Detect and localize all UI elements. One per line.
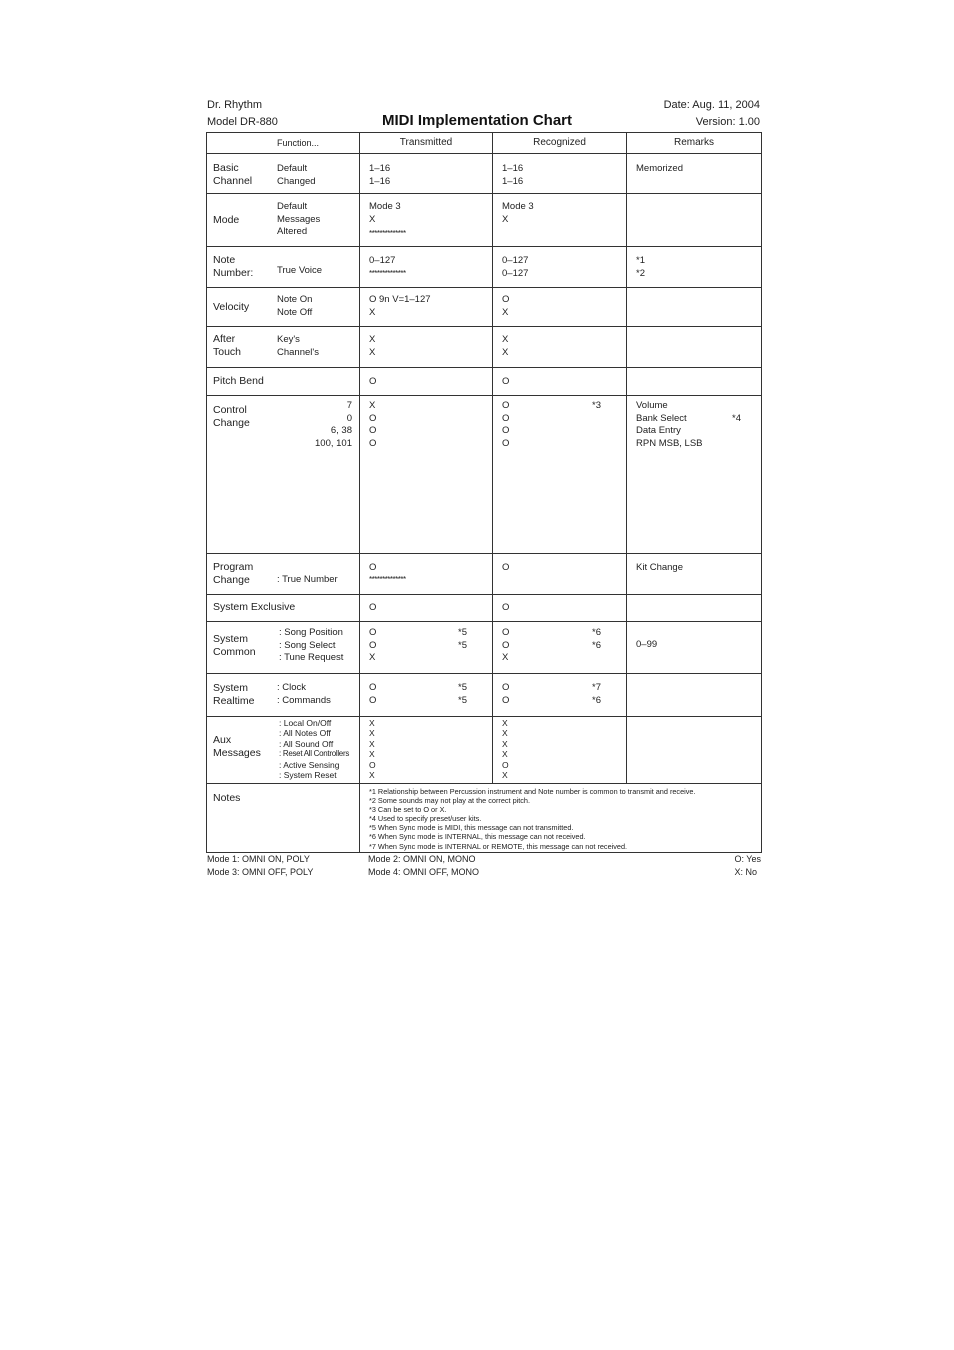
transmitted-cell: O xyxy=(360,368,493,396)
col-transmitted: Transmitted xyxy=(360,133,493,154)
remarks-cell xyxy=(627,595,762,622)
function-label: Basic Channel xyxy=(213,162,253,187)
footer-mode-3: Mode 3: OMNI OFF, POLY xyxy=(207,867,314,877)
recognized-cell: O O O O *3 xyxy=(493,396,627,554)
function-label: Program Change xyxy=(213,561,254,586)
note-line: *4 Used to specify preset/user kits. xyxy=(369,814,482,824)
recognized-cell: Mode 3 X xyxy=(493,194,627,247)
recognized-cell: O xyxy=(493,368,627,396)
row-system-exclusive xyxy=(207,595,762,622)
transmitted-cell: 0–127 ************** xyxy=(360,247,493,288)
row-program-change xyxy=(207,554,762,595)
function-label: Aux Messages xyxy=(213,734,261,759)
function-label: System Exclusive xyxy=(213,601,296,613)
footer-mode-1: Mode 1: OMNI ON, POLY xyxy=(207,854,310,864)
function-cell xyxy=(207,622,360,674)
row-basic-channel xyxy=(207,154,762,194)
row-mode xyxy=(207,194,762,247)
row-system-realtime xyxy=(207,674,762,717)
note-line: *3 Can be set to O or X. xyxy=(369,805,447,815)
function-cell xyxy=(207,288,360,327)
function-label: Control Change xyxy=(213,404,250,429)
function-cell xyxy=(207,327,360,368)
row-pitch-bend xyxy=(207,368,762,396)
function-label: Note Number: xyxy=(213,254,254,279)
row-aux-messages xyxy=(207,717,762,784)
footer-mode-4: Mode 4: OMNI OFF, MONO xyxy=(368,867,480,877)
note-line: *6 When Sync mode is INTERNAL, this message can not received. xyxy=(369,832,586,842)
function-cell xyxy=(207,674,360,717)
function-cell xyxy=(207,194,360,247)
remarks-cell xyxy=(627,368,762,396)
recognized-cell: O xyxy=(493,554,627,595)
remarks-cell xyxy=(627,288,762,327)
manufacturer: Dr. Rhythm xyxy=(207,99,263,111)
function-label: Notes xyxy=(213,792,241,804)
function-label: After Touch xyxy=(213,333,242,358)
footer-legend-no: X: No xyxy=(734,867,757,877)
row-note-number xyxy=(207,247,762,288)
remarks-cell: Memorized xyxy=(627,154,762,194)
note-line: *1 Relationship between Percussion instrument and Note number is common to transmit and receive. xyxy=(369,787,696,796)
remarks-cell xyxy=(627,674,762,717)
chart-version: Version: 1.00 xyxy=(695,116,760,128)
remarks-cell: Kit Change xyxy=(627,554,762,595)
recognized-cell: O O *7 *6 xyxy=(493,674,627,717)
transmitted-cell: O O *5 *5 xyxy=(360,674,493,717)
row-velocity xyxy=(207,288,762,327)
transmitted-cell: X O O O xyxy=(360,396,493,554)
function-sub: Key's Channel's xyxy=(277,334,319,358)
function-cell xyxy=(207,368,360,396)
function-cell xyxy=(207,595,360,622)
transmitted-cell: Mode 3 X ************** xyxy=(360,194,493,247)
function-sub: Default Messages Altered xyxy=(277,201,321,237)
recognized-cell: 0–127 0–127 xyxy=(493,247,627,288)
function-label: Pitch Bend xyxy=(213,375,264,387)
recognized-cell: X X xyxy=(493,327,627,368)
function-label: Velocity xyxy=(213,301,250,313)
transmitted-cell: O xyxy=(360,595,493,622)
recognized-cell: O O X *6 *6 xyxy=(493,622,627,674)
function-label: Mode xyxy=(213,214,240,226)
function-sub: 7 0 6, 38 100, 101 xyxy=(315,400,352,449)
function-sub: True Voice xyxy=(277,265,323,276)
function-sub: : True Number xyxy=(277,574,338,585)
model-name: Model DR-880 xyxy=(207,116,278,128)
function-cell xyxy=(207,247,360,288)
remarks-cell: *1 *2 xyxy=(627,247,762,288)
note-line: *2 Some sounds may not play at the correct pitch. xyxy=(369,796,531,806)
row-control-change xyxy=(207,396,762,554)
col-function: Function... xyxy=(207,133,360,154)
function-label: System Realtime xyxy=(213,682,255,707)
col-recognized: Recognized xyxy=(493,133,627,154)
function-cell xyxy=(207,784,360,853)
remarks-cell: Volume Bank Select Data Entry RPN MSB, LSB *4 xyxy=(627,396,762,554)
transmitted-cell: X X xyxy=(360,327,493,368)
remarks-cell xyxy=(627,327,762,368)
transmitted-cell: X X X X O X xyxy=(360,717,493,784)
footer-mode-2: Mode 2: OMNI ON, MONO xyxy=(368,854,476,864)
function-cell xyxy=(207,717,360,784)
recognized-cell: O X xyxy=(493,288,627,327)
transmitted-cell: 1–16 1–16 xyxy=(360,154,493,194)
row-notes xyxy=(207,784,762,853)
chart-date: Date: Aug. 11, 2004 xyxy=(663,99,760,111)
function-sub: : Local On/Off : All Notes Off : All Sound Off : Reset All Controllers : Active Sensing : System Reset xyxy=(279,718,350,781)
transmitted-cell: O 9n V=1–127 X xyxy=(360,288,493,327)
note-line: *5 When Sync mode is MIDI, this message can not transmitted. xyxy=(369,823,574,833)
footer-legend-yes: O: Yes xyxy=(734,854,761,864)
function-sub: : Clock : Commands xyxy=(277,682,331,706)
notes-cell xyxy=(360,784,762,853)
remarks-cell xyxy=(627,717,762,784)
recognized-cell: X X X X O X xyxy=(493,717,627,784)
chart-title: MIDI Implementation Chart xyxy=(381,112,572,129)
function-label: System Common xyxy=(213,633,256,658)
function-cell xyxy=(207,154,360,194)
transmitted-cell: O ************** xyxy=(360,554,493,595)
function-sub: Default Changed xyxy=(277,163,316,187)
remarks-cell: 0–99 xyxy=(627,622,762,674)
note-line: *7 When Sync mode is INTERNAL or REMOTE, this message can not received. xyxy=(369,841,628,851)
col-remarks: Remarks xyxy=(627,133,762,154)
midi-implementation-table xyxy=(206,132,762,853)
transmitted-cell: O O X *5 *5 xyxy=(360,622,493,674)
recognized-cell: 1–16 1–16 xyxy=(493,154,627,194)
row-after-touch xyxy=(207,327,762,368)
function-sub: Note On Note Off xyxy=(277,294,313,318)
function-cell xyxy=(207,396,360,554)
table-header-row xyxy=(207,133,762,154)
function-sub: : Song Position : Song Select : Tune Request xyxy=(279,627,344,663)
row-system-common xyxy=(207,622,762,674)
recognized-cell: O xyxy=(493,595,627,622)
function-cell xyxy=(207,554,360,595)
remarks-cell xyxy=(627,194,762,247)
